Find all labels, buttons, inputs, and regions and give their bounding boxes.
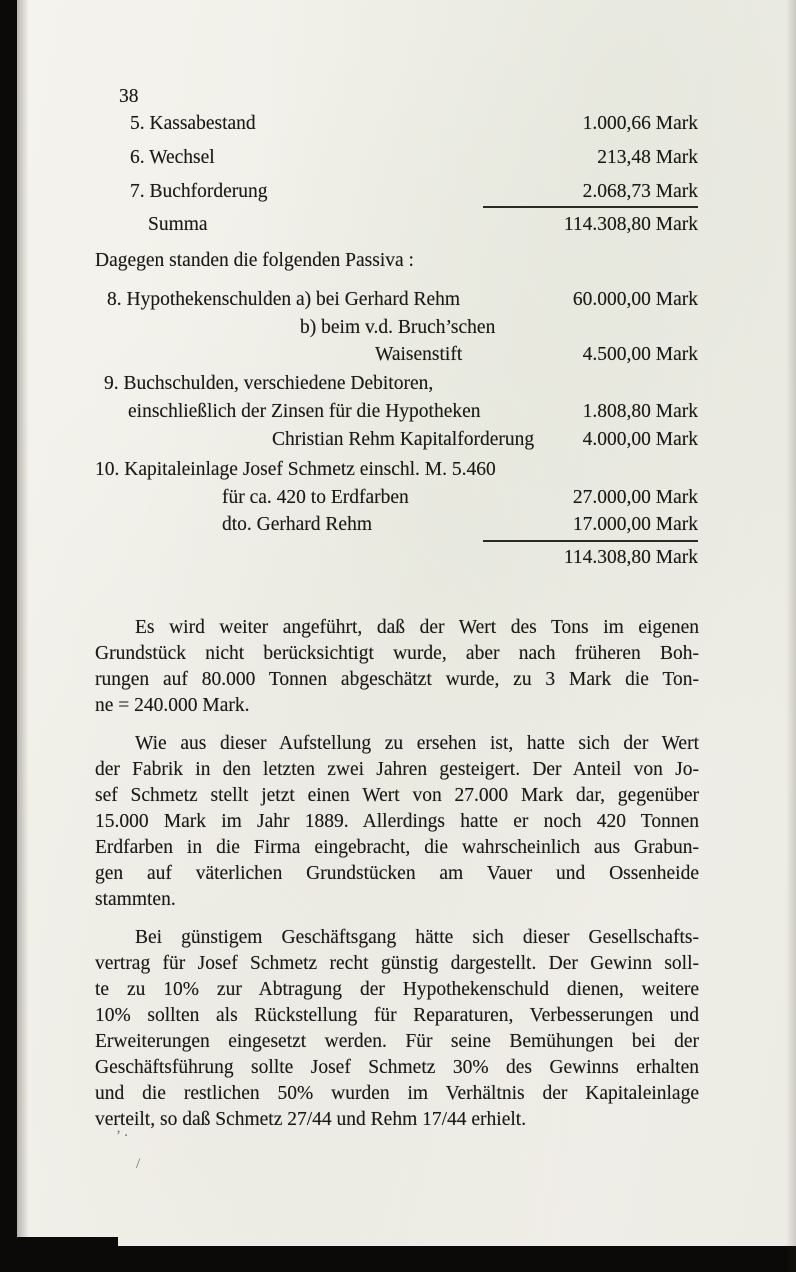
text-line: Bei günstigem Geschäftsgang hätte sich dieser Gesellschafts- [135, 927, 699, 948]
ledger-row-bruchschen: b) beim v.d. Bruch’schen [300, 317, 496, 338]
ledger-value: 17.000,00 Mark [572, 514, 698, 535]
ledger-row-buchschulden: 9. Buchschulden, verschiedene Debitoren, [104, 373, 434, 394]
ledger-label: 8. Hypothekenschulden a) bei Gerhard Rehm [107, 289, 461, 310]
ledger-row-kapitaleinlage: 10. Kapitaleinlage Josef Schmetz einschl. M. 5.460 [95, 459, 496, 480]
ledger-row-hypothekenschulden [107, 288, 698, 312]
text-line: der Fabrik in den letzten zwei Jahren gesteigert. Der Anteil von Jo- [95, 759, 699, 780]
ledger-row-erdfarben [222, 486, 698, 510]
paragraph-gesellschaftsvertrag [95, 925, 699, 1133]
ledger-label: dto. Gerhard Rehm [222, 514, 373, 535]
text-line: Erweiterungen eingesetzt werden. Für seine Bemühungen bei der [95, 1031, 699, 1052]
ledger-row-summa [148, 213, 698, 237]
scan-edge-bottom [0, 1246, 796, 1272]
ledger-value: 114.308,80 Mark [563, 214, 698, 235]
paragraph-ton-wert [95, 615, 699, 719]
ledger-row-zinsen [128, 400, 698, 424]
ledger-row-wechsel [130, 146, 698, 170]
ledger-value: 1.000,66 Mark [582, 113, 698, 134]
ledger-label: 6. Wechsel [130, 147, 215, 168]
ledger-row-waisenstift [375, 343, 698, 367]
text-line: vertrag für Josef Schmetz recht günstig dargestellt. Der Gewinn soll- [95, 953, 699, 974]
ledger-row-buchforderung [130, 180, 698, 204]
text-line: Geschäftsführung sollte Josef Schmetz 30% des Gewinns erhalten [95, 1057, 699, 1078]
sum-rule-aktiva [483, 206, 698, 208]
ledger-label: Christian Rehm Kapitalforderung [272, 429, 535, 450]
ledger-value: 2.068,73 Mark [582, 181, 698, 202]
text-line: rungen auf 80.000 Tonnen abgeschätzt wurde, zu 3 Mark die Ton- [95, 669, 699, 690]
ledger-value: 60.000,00 Mark [572, 289, 698, 310]
sum-rule-passiva [483, 540, 698, 542]
ledger-row-dto-rehm [222, 513, 698, 537]
page-number: 38 [119, 86, 139, 107]
scan-artifact-mark: ’ · [116, 1128, 129, 1144]
ledger-value: 27.000,00 Mark [572, 487, 698, 508]
passiva-heading: Dagegen standen die folgenden Passiva : [95, 250, 414, 271]
text-line: 15.000 Mark im Jahr 1889. Allerdings hatte er noch 420 Tonnen [95, 811, 699, 832]
ledger-row-kapitalforderung [272, 428, 698, 452]
ledger-row-kassabestand [130, 112, 698, 136]
ledger-label: Waisenstift [375, 344, 463, 365]
text-line: te zu 10% zur Abtragung der Hypothekenschuld dienen, weitere [95, 979, 699, 1000]
text-line: sef Schmetz stellt jetzt einen Wert von 27.000 Mark dar, gegenüber [95, 785, 699, 806]
passiva-total: 114.308,80 Mark [563, 547, 698, 568]
paragraph-fabrik-wert [95, 731, 699, 913]
ledger-value: 4.000,00 Mark [582, 429, 698, 450]
ledger-label: einschließlich der Zinsen für die Hypotheken [128, 401, 481, 422]
scan-edge-right [786, 0, 796, 1272]
text-line: verteilt, so daß Schmetz 27/44 und Rehm 17/44 erhielt. [95, 1109, 527, 1130]
text-line: Erdfarben in die Firma eingebracht, die wahrscheinlich aus Grabun- [95, 837, 699, 858]
ledger-label: Summa [148, 214, 208, 235]
ledger-label: 5. Kassabestand [130, 113, 256, 134]
ledger-label: für ca. 420 to Erdfarben [222, 487, 409, 508]
ledger-label: 7. Buchforderung [130, 181, 268, 202]
text-line: gen auf väterlichen Grundstücken am Vauer und Ossenheide [95, 863, 699, 884]
ledger-value: 4.500,00 Mark [582, 344, 698, 365]
text-line: und die restlichen 50% wurden im Verhältnis der Kapitaleinlage [95, 1083, 699, 1104]
scan-artifact-slash: / [136, 1156, 141, 1172]
text-line: stammten. [95, 889, 176, 910]
text-line: Es wird weiter angeführt, daß der Wert des Tons im eigenen [135, 617, 699, 638]
text-line: 10% sollten als Rückstellung für Reparaturen, Verbesserungen und [95, 1005, 699, 1026]
ledger-value: 1.808,80 Mark [582, 401, 698, 422]
text-line: Grundstück nicht berücksichtigt wurde, aber nach früheren Boh- [95, 643, 699, 664]
text-line: Wie aus dieser Aufstellung zu ersehen ist, hatte sich der Wert [135, 733, 699, 754]
scan-edge-left [0, 0, 17, 1272]
ledger-value: 213,48 Mark [597, 147, 698, 168]
text-line: ne = 240.000 Mark. [95, 695, 250, 716]
